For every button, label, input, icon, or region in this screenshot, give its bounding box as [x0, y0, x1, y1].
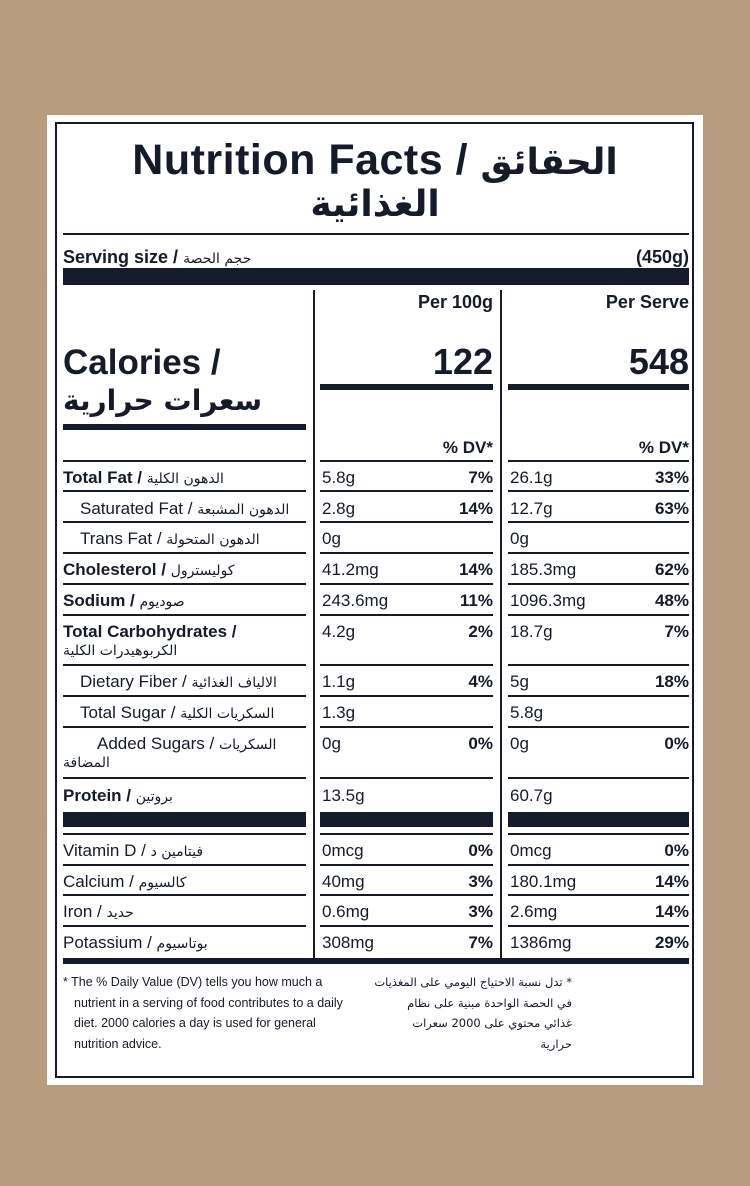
value-perserve: 1386mg: [510, 933, 572, 952]
value-per100g: 5.8g: [322, 468, 356, 487]
row-divider: [63, 925, 306, 927]
dv-perserve: 48%: [654, 591, 689, 610]
nutrient-label: Total Fat / الدهون الكلية: [63, 468, 224, 487]
calories-label-en: Calories /: [63, 343, 221, 382]
row-divider: [63, 614, 306, 616]
dv-per100g: 7%: [468, 468, 493, 487]
dv-header-2: % DV*: [638, 438, 689, 457]
dv-per100g: 7%: [468, 933, 493, 952]
row-divider: [508, 490, 689, 492]
nutrient-label: Added Sugars / السكريات: [97, 734, 277, 753]
row-divider: [320, 614, 493, 616]
calories-per100g: 122: [432, 341, 493, 382]
nutrient-label: Saturated Fat / الدهون المشبعة: [80, 499, 290, 518]
nutrient-label: Vitamin D / فيتامين د: [63, 841, 204, 860]
value-perserve: 26.1g: [510, 468, 553, 487]
value-perserve: 1096.3mg: [510, 591, 586, 610]
row-divider: [63, 894, 306, 896]
value-perserve: 180.1mg: [510, 872, 577, 891]
title: [0, 136, 750, 187]
row-divider: [63, 521, 306, 523]
row-divider: [63, 777, 306, 779]
row-divider: [63, 695, 306, 697]
row-divider: [508, 460, 689, 462]
value-perserve: 12.7g: [510, 499, 553, 518]
dv-per100g: 0%: [468, 734, 493, 753]
column-line-1: [313, 290, 315, 958]
row-divider: [320, 583, 493, 585]
value-per100g: 4.2g: [322, 622, 356, 641]
dv-per100g: 0%: [468, 841, 493, 860]
row-divider: [63, 664, 306, 666]
nutrient-label: Dietary Fiber / الالياف الغذائية: [80, 672, 277, 691]
row-divider: [508, 521, 689, 523]
dv-perserve: 33%: [654, 468, 689, 487]
row-divider: [508, 894, 689, 896]
dv-per100g: 11%: [459, 591, 493, 610]
nutrient-label: Iron / حديد: [63, 902, 134, 921]
row-divider: [508, 664, 689, 666]
dv-per100g: 14%: [458, 499, 493, 518]
value-perserve: 185.3mg: [510, 560, 577, 579]
calories-bar-1: [320, 384, 493, 390]
row-divider: [320, 894, 493, 896]
row-divider: [63, 583, 306, 585]
nutrient-label: Sodium / صوديوم: [63, 591, 185, 610]
title-ar-2: الغذائية: [310, 184, 440, 225]
dv-perserve: 0%: [664, 841, 689, 860]
footnote-en: * The % Daily Value (DV) tells you how much a nutrient in a serving of food contributes to a daily diet. 2000 calories a day is used for general nutrition advice.: [63, 975, 343, 1051]
value-per100g: 0g: [322, 529, 341, 548]
nutrient-label: Trans Fat / الدهون المتحولة: [80, 529, 260, 548]
value-perserve: 0mcg: [510, 841, 552, 860]
row-divider: [320, 833, 493, 835]
row-divider: [320, 925, 493, 927]
col-header-perserve: Per Serve: [605, 292, 689, 312]
dv-per100g: 3%: [468, 872, 493, 891]
row-divider: [508, 925, 689, 927]
serving-size-value: (450g): [635, 247, 689, 267]
serving-size-label: Serving size / حجم الحصة: [63, 247, 252, 267]
row-divider: [63, 864, 306, 866]
value-per100g: 40mg: [322, 872, 365, 891]
dv-perserve: 0%: [664, 734, 689, 753]
row-divider: [320, 695, 493, 697]
title-en: Nutrition Facts /: [132, 136, 469, 184]
row-divider: [320, 552, 493, 554]
row-divider: [63, 726, 306, 728]
value-perserve: 60.7g: [510, 786, 553, 805]
row-divider: [63, 552, 306, 554]
value-perserve: 2.6mg: [510, 902, 558, 921]
value-per100g: 41.2mg: [322, 560, 379, 579]
dv-per100g: 2%: [468, 622, 493, 641]
dv-perserve: 29%: [654, 933, 689, 952]
nutrient-label: Calcium / كالسيوم: [63, 872, 187, 891]
value-per100g: 2.8g: [322, 499, 356, 518]
nutrient-label-ar-cont: المضافة: [63, 755, 110, 771]
dv-per100g: 14%: [458, 560, 493, 579]
row-divider: [320, 460, 493, 462]
dv-per100g: 3%: [468, 902, 493, 921]
dv-perserve: 18%: [654, 672, 689, 691]
col-header-per100g: Per 100g: [417, 292, 493, 312]
row-divider: [320, 726, 493, 728]
nutrient-label: Cholesterol / كوليسترول: [63, 560, 235, 579]
column-line-2: [500, 290, 502, 958]
row-divider: [508, 833, 689, 835]
bottom-bar: [63, 958, 689, 964]
row-divider: [508, 864, 689, 866]
row-divider: [320, 521, 493, 523]
row-divider: [63, 460, 306, 462]
row-divider: [508, 614, 689, 616]
row-divider: [508, 777, 689, 779]
row-divider: [320, 777, 493, 779]
vitamin-bar-3: [508, 812, 689, 827]
dv-perserve: 7%: [664, 622, 689, 641]
serving-thick-bar: [63, 268, 689, 285]
vitamin-bar-2: [320, 812, 493, 827]
nutrient-label: Potassium / بوتاسيوم: [63, 933, 208, 952]
value-perserve: 0g: [510, 529, 529, 548]
row-divider: [508, 583, 689, 585]
value-per100g: 308mg: [322, 933, 374, 952]
row-divider: [320, 664, 493, 666]
row-divider: [508, 726, 689, 728]
vitamin-bar-1: [63, 812, 306, 827]
row-divider: [508, 695, 689, 697]
value-per100g: 243.6mg: [322, 591, 389, 610]
value-per100g: 0.6mg: [322, 902, 370, 921]
dv-perserve: 14%: [654, 872, 689, 891]
dv-perserve: 62%: [654, 560, 689, 579]
value-per100g: 0g: [322, 734, 341, 753]
row-divider: [320, 864, 493, 866]
dv-per100g: 4%: [468, 672, 493, 691]
value-perserve: 0g: [510, 734, 529, 753]
row-divider: [63, 833, 306, 835]
title-divider: [63, 233, 689, 235]
value-per100g: 13.5g: [322, 786, 365, 805]
nutrient-label-ar-cont: الكربوهيدرات الكلية: [63, 643, 178, 659]
dv-perserve: 63%: [654, 499, 689, 518]
nutrient-label: Total Sugar / السكريات الكلية: [80, 703, 275, 722]
value-perserve: 5g: [510, 672, 529, 691]
calories-label-ar: سعرات حرارية: [63, 384, 263, 417]
value-per100g: 1.3g: [322, 703, 356, 722]
nutrient-label: Total Carbohydrates /: [63, 622, 237, 641]
dv-perserve: 14%: [654, 902, 689, 921]
calories-bar-2: [508, 384, 689, 390]
value-perserve: 5.8g: [510, 703, 544, 722]
nutrient-label: Protein / بروتين: [63, 786, 173, 805]
dv-header-1: % DV*: [442, 438, 493, 457]
calories-bar-label: [63, 424, 306, 430]
row-divider: [508, 552, 689, 554]
title-ar-1: الحقائق: [480, 142, 618, 183]
row-divider: [320, 490, 493, 492]
calories-perserve: 548: [628, 341, 689, 382]
row-divider: [63, 490, 306, 492]
value-per100g: 1.1g: [322, 672, 356, 691]
footnote-ar: * تدل نسبة الاحتياج اليومي على المغذيات في الحصة الواحدة مبنية على نظام غذائي محتوي على 2000 سعرات حرارية: [374, 975, 572, 1051]
value-per100g: 0mcg: [322, 841, 364, 860]
value-perserve: 18.7g: [510, 622, 553, 641]
